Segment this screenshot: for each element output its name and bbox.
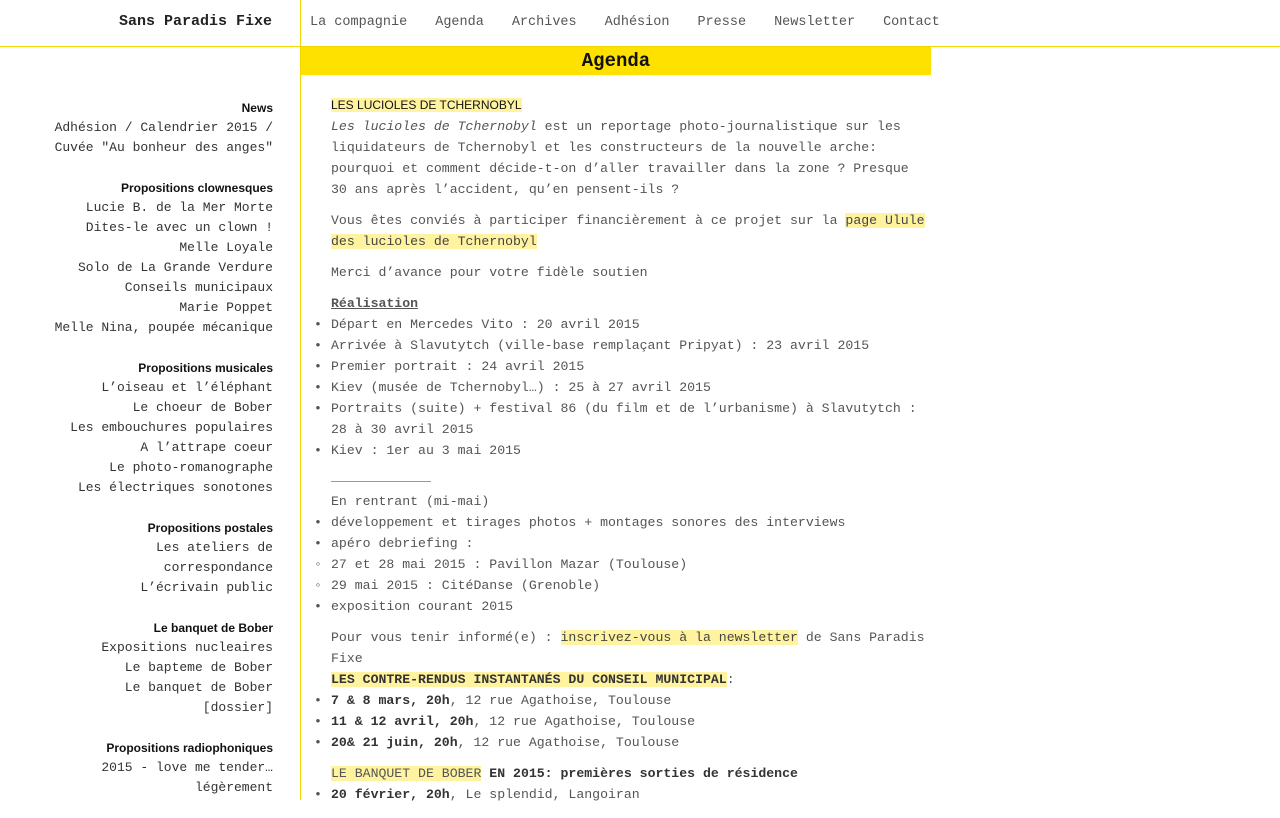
sidebar-link[interactable]: [dossier] xyxy=(202,700,273,715)
intro-text: est un reportage photo-journalistique sur les liquidateurs de Tchernobyl et les constructeurs de la nouvelle arche: pourquoi et comment décide-t-on d’aller travailler dans la zone ? Presque 30 ans après l’accident, qu’en pensent-ils ? xyxy=(331,119,909,197)
newsletter-text: Pour vous tenir informé(e) : xyxy=(331,630,561,645)
list-subitem: ◦ 29 mai 2015 : CitéDanse (Grenoble) xyxy=(331,575,931,596)
event-item xyxy=(331,711,931,732)
nav-link-adh-sion[interactable]: Adhésion xyxy=(604,15,670,30)
sidebar-link[interactable]: Dites-le avec un clown ! xyxy=(85,220,273,235)
conseil-link[interactable]: LES CONTRE-RENDUS INSTANTANÉS DU CONSEIL MUNICIPAL xyxy=(331,672,727,687)
sidebar-link[interactable]: Le choeur de Bober xyxy=(132,400,273,415)
event-item xyxy=(331,784,931,805)
list-item: • Départ en Mercedes Vito : 20 avril 2015 xyxy=(331,314,931,335)
sidebar-heading: Propositions clownesques xyxy=(120,181,273,195)
sidebar-section xyxy=(20,358,273,498)
conseil-heading xyxy=(331,669,931,690)
sidebar-link[interactable]: Marie Poppet xyxy=(179,300,273,315)
event-date: 20 février, 20h xyxy=(331,787,450,802)
sidebar-link[interactable]: Le bapteme de Bober xyxy=(124,660,273,675)
list-item: • apéro debriefing : xyxy=(331,533,931,554)
list-item: • Premier portrait : 24 avril 2015 xyxy=(331,356,931,377)
separator xyxy=(331,481,431,483)
invite-paragraph xyxy=(331,210,931,252)
banquet-subtitle: EN 2015: premières sorties de résidence xyxy=(481,766,798,781)
nav-link-contact[interactable]: Contact xyxy=(883,15,940,30)
sidebar-link[interactable]: Conseils municipaux xyxy=(124,280,273,295)
nav-link-newsletter[interactable]: Newsletter xyxy=(774,15,856,30)
nav-link-agenda[interactable]: Agenda xyxy=(435,15,484,30)
list-item: • Kiev : 1er au 3 mai 2015 xyxy=(331,440,931,461)
event-date: 11 & 12 avril, 20h xyxy=(331,714,474,729)
return-list xyxy=(331,512,931,617)
sidebar-heading: Propositions postales xyxy=(147,521,273,535)
list-item: • Portraits (suite) + festival 86 (du film et de l’urbanisme) à Slavutytch : 28 à 30 avril 2015 xyxy=(331,398,931,440)
sidebar-link[interactable]: Adhésion / Calendrier 2015 / xyxy=(54,120,273,135)
list-item: • développement et tirages photos + montages sonores des interviews xyxy=(331,512,931,533)
newsletter-paragraph xyxy=(331,627,931,669)
sidebar-divider xyxy=(300,46,301,800)
newsletter-text-end: de Sans Paradis Fixe xyxy=(331,630,925,666)
return-title: En rentrant (mi-mai) xyxy=(331,494,490,509)
sidebar-link[interactable]: Les électriques sonotones xyxy=(77,480,273,495)
list-item: • exposition courant 2015 xyxy=(331,596,931,617)
event-place: , Le splendid, Langoiran xyxy=(449,787,640,802)
realisation-list xyxy=(331,314,931,461)
conseil-list xyxy=(331,690,931,753)
event-place: , 12 rue Agathoise, Toulouse xyxy=(457,735,680,750)
conseil-colon: : xyxy=(726,672,735,687)
top-bar xyxy=(0,0,1280,47)
intro-paragraph xyxy=(331,116,931,200)
sidebar-section xyxy=(20,618,273,718)
list-subitem: ◦ 27 et 28 mai 2015 : Pavillon Mazar (Toulouse) xyxy=(331,554,931,575)
sidebar-link[interactable]: 2015 - love me tender… xyxy=(101,760,273,775)
newsletter-link[interactable]: inscrivez-vous à la newsletter xyxy=(560,630,798,645)
sidebar-link[interactable]: L’oiseau et l’éléphant xyxy=(101,380,273,395)
sidebar-link[interactable]: Les embouchures populaires xyxy=(70,420,273,435)
sidebar-link[interactable]: Lucie B. de la Mer Morte xyxy=(85,200,273,215)
sidebar-section xyxy=(20,738,273,798)
event-date: 7 & 8 mars, 20h xyxy=(331,693,450,708)
event-item xyxy=(331,690,931,711)
page-title: Agenda xyxy=(301,47,931,75)
nav-link-presse[interactable]: Presse xyxy=(697,15,747,30)
banquet-heading xyxy=(331,763,931,784)
sidebar-section xyxy=(20,178,273,338)
sidebar-link[interactable]: Les ateliers de xyxy=(155,540,273,555)
invite-text: Vous êtes conviés à participer financièrement à ce projet sur la xyxy=(331,213,846,228)
sidebar xyxy=(20,98,273,818)
banquet-list xyxy=(331,784,931,805)
sidebar-heading: News xyxy=(241,101,273,115)
article-heading: LES LUCIOLES DE TCHERNOBYL xyxy=(331,98,522,112)
sidebar-link[interactable]: légèrement xyxy=(194,780,273,795)
nav-link-la-compagnie[interactable]: La compagnie xyxy=(310,15,408,30)
sidebar-link[interactable]: Melle Loyale xyxy=(179,240,273,255)
list-item: • Arrivée à Slavutytch (ville-base remplaçant Pripyat) : 23 avril 2015 xyxy=(331,335,931,356)
site-title[interactable]: Sans Paradis Fixe xyxy=(118,13,272,30)
event-place: , 12 rue Agathoise, Toulouse xyxy=(473,714,696,729)
sidebar-link[interactable]: Solo de La Grande Verdure xyxy=(77,260,273,275)
header-divider xyxy=(300,0,301,46)
thanks-text: Merci d’avance pour votre fidèle soutien xyxy=(331,265,648,280)
sidebar-link[interactable]: correspondance xyxy=(163,560,273,575)
sidebar-link[interactable]: Le photo-romanographe xyxy=(109,460,273,475)
intro-title: Les lucioles de Tchernobyl xyxy=(331,119,537,134)
sidebar-heading: Propositions musicales xyxy=(138,361,273,375)
ulule-link[interactable]: page Ulule des lucioles de Tchernobyl xyxy=(331,213,925,249)
sidebar-section xyxy=(20,518,273,598)
sidebar-link[interactable]: Expositions nucleaires xyxy=(101,640,273,655)
sidebar-link[interactable]: L’écrivain public xyxy=(140,580,273,595)
sidebar-section xyxy=(20,98,273,158)
sidebar-link[interactable]: Melle Nina, poupée mécanique xyxy=(54,320,273,335)
realisation-title: Réalisation xyxy=(331,296,419,311)
event-item xyxy=(331,732,931,753)
list-item: • Kiev (musée de Tchernobyl…) : 25 à 27 avril 2015 xyxy=(331,377,931,398)
event-place: , 12 rue Agathoise, Toulouse xyxy=(449,693,672,708)
sidebar-link[interactable]: Le banquet de Bober xyxy=(124,680,273,695)
nav-link-archives[interactable]: Archives xyxy=(511,15,577,30)
sidebar-heading: Le banquet de Bober xyxy=(153,621,273,635)
banquet-link[interactable]: LE BANQUET DE BOBER xyxy=(331,766,482,781)
sidebar-link[interactable]: Cuvée "Au bonheur des anges" xyxy=(54,140,273,155)
main-content xyxy=(331,95,931,805)
sidebar-link[interactable]: A l’attrape coeur xyxy=(140,440,273,455)
sidebar-heading: Propositions radiophoniques xyxy=(106,741,273,755)
event-date: 20& 21 juin, 20h xyxy=(331,735,458,750)
main-nav xyxy=(310,0,968,46)
